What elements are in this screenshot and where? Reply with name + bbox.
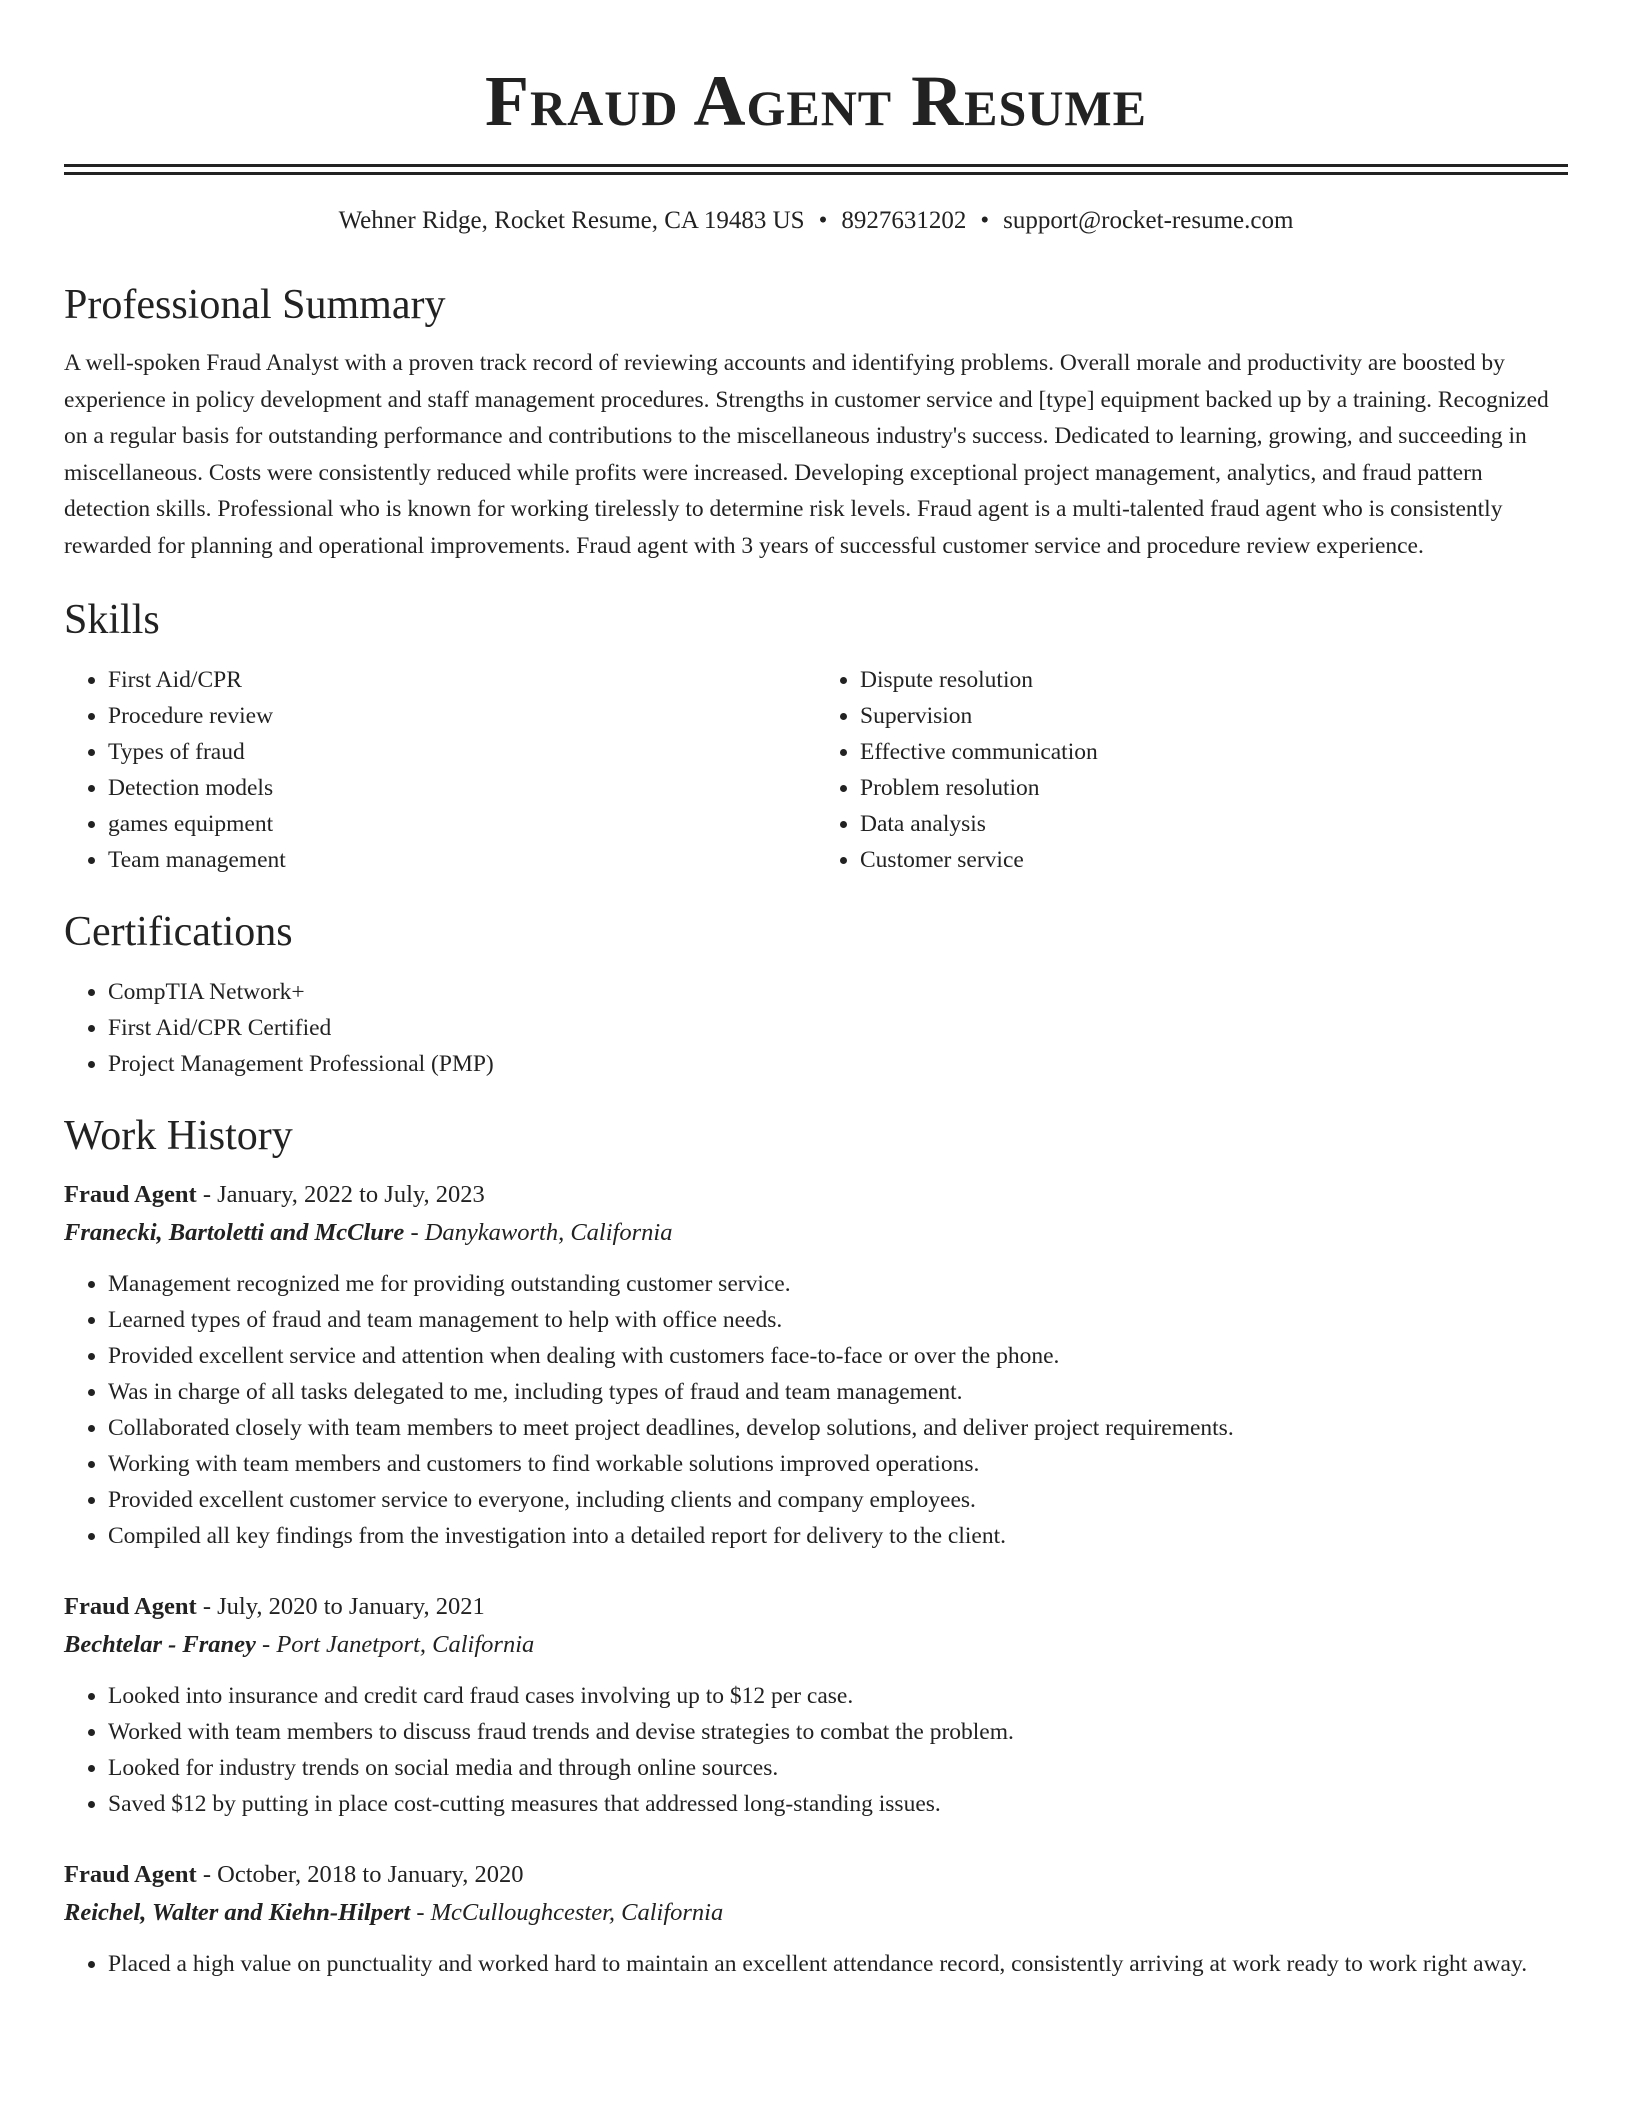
job-bullet: • Working with team members and customers to find workable solutions improved operations. — [108, 1446, 1568, 1482]
skill-item: • First Aid/CPR — [108, 662, 816, 698]
job-bullet: • Placed a high value on punctuality and worked hard to maintain an excellent attendance record, consistently arriving at work ready to work right away. — [108, 1946, 1568, 1982]
summary-heading: Professional Summary — [64, 282, 446, 328]
skill-item: • Dispute resolution — [860, 662, 1568, 698]
skill-item: • Procedure review — [108, 698, 816, 734]
job-bullets — [64, 1266, 1568, 1554]
job-entry — [64, 1588, 1568, 1822]
skill-item: • Customer service — [860, 842, 1568, 878]
skill-item: • Types of fraud — [108, 734, 816, 770]
job-bullets — [64, 1678, 1568, 1822]
job-company-line — [64, 1894, 1568, 1932]
skill-item: • Problem resolution — [860, 770, 1568, 806]
job-title-line — [64, 1856, 1568, 1894]
skill-item: • Team management — [108, 842, 816, 878]
job-dates: - January, 2022 to July, 2023 — [196, 1181, 485, 1208]
job-bullet: • Learned types of fraud and team management to help with office needs. — [108, 1302, 1568, 1338]
contact-separator: • — [818, 207, 828, 234]
skills-heading: Skills — [64, 597, 160, 643]
skill-item: • Supervision — [860, 698, 1568, 734]
job-bullet: • Worked with team members to discuss fraud trends and devise strategies to combat the problem. — [108, 1714, 1568, 1750]
job-location: - McCulloughcester, California — [410, 1899, 724, 1926]
resume-title: Fraud Agent Resume — [485, 61, 1147, 141]
certification-item: • First Aid/CPR Certified — [108, 1010, 1568, 1046]
job-title-line — [64, 1588, 1568, 1626]
job-company: Franecki, Bartoletti and McClure — [64, 1219, 405, 1246]
job-location: - Danykaworth, California — [404, 1219, 673, 1246]
contact-address: Wehner Ridge, Rocket Resume, CA 19483 US — [338, 207, 805, 234]
job-bullet: • Looked into insurance and credit card fraud cases involving up to $12 per case. — [108, 1678, 1568, 1714]
job-title: Fraud Agent — [64, 1593, 197, 1620]
certifications-list — [64, 974, 1568, 1082]
summary-text: A well-spoken Fraud Analyst with a proven track record of reviewing accounts and identifying problems. Overall morale and productivity are boosted by experience in policy development and staff management procedures. Strengths in customer service and [type] equipment backed up by a training. Recognized on a regular basis for outstanding performance and contributions to the miscellaneous industry's success. Dedicated to learning, growing, and succeeding in miscellaneous. Costs were consistently reduced while profits were increased. Developing exceptional project management, analytics, and fraud pattern detection skills. Professional who is known for working tirelessly to determine risk levels. Fraud agent is a multi-talented fraud agent who is consistently rewarded for planning and operational improvements. Fraud agent with 3 years of successful customer service and procedure review experience. — [64, 350, 1549, 559]
skills-right-list — [816, 662, 1568, 878]
job-location: - Port Janetport, California — [255, 1631, 535, 1658]
job-company-line — [64, 1626, 1568, 1664]
job-bullet: • Was in charge of all tasks delegated to me, including types of fraud and team management. — [108, 1374, 1568, 1410]
job-bullet: • Compiled all key findings from the investigation into a detailed report for delivery to the client. — [108, 1518, 1568, 1554]
job-entry — [64, 1176, 1568, 1554]
job-title-line — [64, 1176, 1568, 1214]
job-company: Reichel, Walter and Kiehn-Hilpert — [64, 1899, 411, 1926]
skills-grid — [64, 662, 1568, 878]
certification-item: • Project Management Professional (PMP) — [108, 1046, 1568, 1082]
skill-item: • Data analysis — [860, 806, 1568, 842]
contact-line — [64, 205, 1568, 237]
job-title: Fraud Agent — [64, 1861, 197, 1888]
contact-email: support@rocket-resume.com — [1003, 207, 1294, 234]
contact-separator: • — [980, 207, 990, 234]
skill-item: • Detection models — [108, 770, 816, 806]
job-dates: - July, 2020 to January, 2021 — [196, 1593, 485, 1620]
skill-item: • Effective communication — [860, 734, 1568, 770]
job-title: Fraud Agent — [64, 1181, 197, 1208]
contact-phone: 8927631202 — [841, 207, 967, 234]
skills-left-list — [64, 662, 816, 878]
job-bullet: • Looked for industry trends on social media and through online sources. — [108, 1750, 1568, 1786]
job-bullets — [64, 1946, 1568, 1982]
title-double-rule — [64, 164, 1568, 175]
job-company: Bechtelar - Franey — [64, 1631, 256, 1658]
job-bullet: • Collaborated closely with team members to meet project deadlines, develop solutions, and deliver project requirements. — [108, 1410, 1568, 1446]
job-entry — [64, 1856, 1568, 1982]
skill-item: • games equipment — [108, 806, 816, 842]
certifications-heading: Certifications — [64, 909, 293, 955]
job-bullet: • Management recognized me for providing outstanding customer service. — [108, 1266, 1568, 1302]
resume-page — [64, 0, 1568, 1982]
job-bullet: • Provided excellent service and attention when dealing with customers face-to-face or over the phone. — [108, 1338, 1568, 1374]
job-bullet: • Provided excellent customer service to everyone, including clients and company employees. — [108, 1482, 1568, 1518]
work-history-heading: Work History — [64, 1113, 293, 1159]
job-dates: - October, 2018 to January, 2020 — [196, 1861, 524, 1888]
job-bullet: • Saved $12 by putting in place cost-cutting measures that addressed long-standing issues. — [108, 1786, 1568, 1822]
certification-item: • CompTIA Network+ — [108, 974, 1568, 1010]
job-company-line — [64, 1214, 1568, 1252]
